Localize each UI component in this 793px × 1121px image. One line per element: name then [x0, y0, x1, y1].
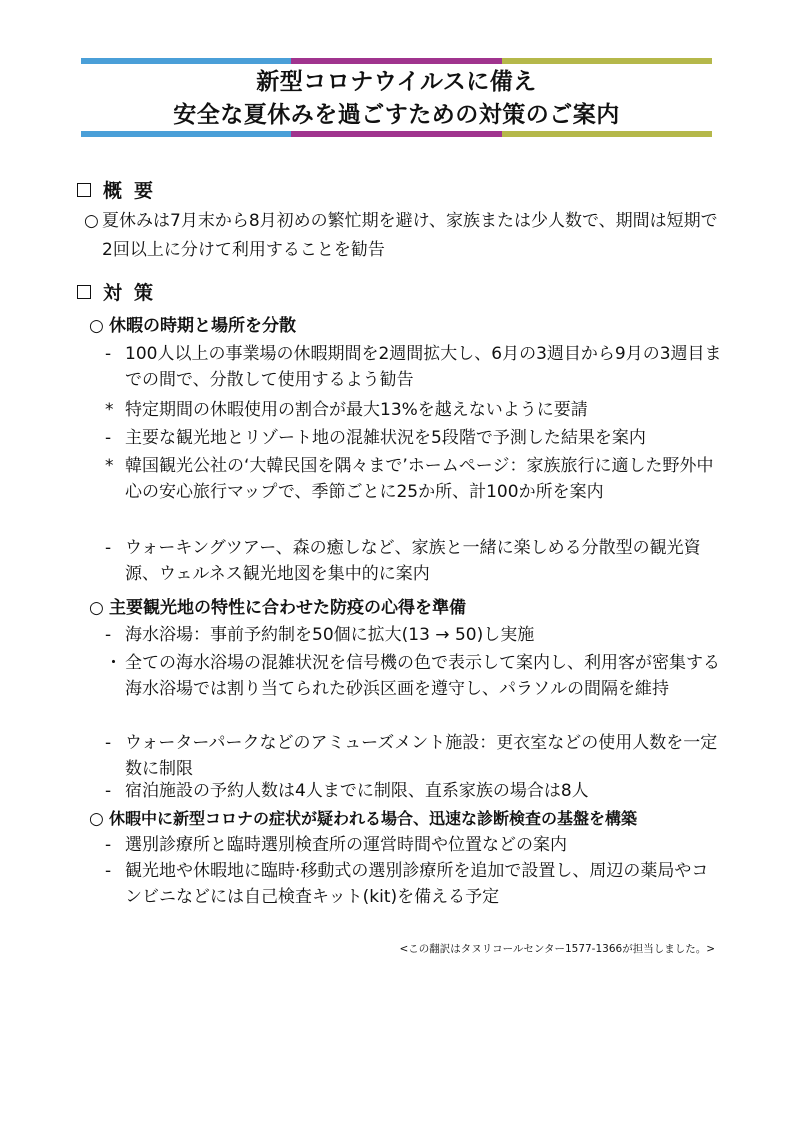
title-bottom-color-bar	[81, 131, 712, 137]
dash-bullet: -	[105, 428, 112, 448]
dash-bullet: -	[105, 625, 112, 645]
group-title-text: 主要観光地の特性に合わせた防疫の心得を準備	[109, 598, 466, 618]
title-line-2: 安全な夏休みを過ごすための対策のご案内	[173, 102, 620, 128]
measure-group-title	[89, 806, 637, 832]
list-item-text: 韓国観光公社の‘大韓民国を隅々まで’ホームページ：家族旅行に適した野外中心の安心旅行マップで、季節ごとに25か所、計100か所を案内	[125, 456, 714, 502]
asterisk-bullet: *	[105, 400, 114, 420]
translation-credit-note: <この翻訳はタヌリコールセンター1577-1366が担当しました。>	[399, 943, 715, 955]
list-item-text: ウォーキングツアー、森の癒しなど、家族と一緒に楽しめる分散型の観光資源、ウェルネス観光地図を集中的に案内	[125, 538, 701, 584]
measure-group-title	[89, 595, 466, 621]
list-item-text: 全ての海水浴場の混雑状況を信号機の色で表示して案内し、利用客が密集する海水浴場では割り当てられた砂浜区画を遵守し、パラソルの間隔を維持	[125, 653, 720, 699]
list-item	[105, 397, 725, 423]
circle-bullet-icon: ○	[89, 316, 104, 336]
list-item-text: 海水浴場：事前予約制を50個に拡大(13 → 50)し実施	[125, 625, 535, 645]
bar-segment-olive	[502, 58, 712, 64]
dash-bullet: -	[105, 835, 112, 855]
circle-bullet-icon: ○	[84, 211, 99, 231]
overview-paragraph	[84, 207, 724, 265]
checkbox-square-icon	[77, 183, 91, 197]
dash-bullet: -	[105, 344, 112, 364]
overview-heading-text: 概要	[103, 180, 166, 202]
list-item-text: 特定期間の休暇使用の割合が最大13%を越えないように要請	[125, 400, 588, 420]
measures-heading	[77, 278, 165, 305]
dash-bullet: -	[105, 781, 112, 801]
list-item	[105, 832, 725, 858]
bar-segment-purple	[291, 58, 501, 64]
measures-heading-text: 対策	[103, 282, 166, 304]
title-top-color-bar	[81, 58, 712, 64]
list-item	[105, 341, 725, 393]
list-item-text: 主要な観光地とリゾート地の混雑状況を5段階で予測した結果を案内	[125, 428, 646, 448]
title-line-1: 新型コロナウイルスに備え	[256, 69, 537, 95]
overview-heading	[77, 176, 165, 203]
list-item-text: 観光地や休暇地に臨時·移動式の選別診療所を追加で設置し、周辺の薬局やコンビニなどには自己検査キット(kit)を備える予定	[125, 861, 709, 907]
bar-segment-purple	[291, 131, 501, 137]
bar-segment-blue	[81, 131, 291, 137]
list-item	[105, 730, 725, 782]
asterisk-bullet: *	[105, 456, 114, 476]
group-title-text: 休暇の時期と場所を分散	[109, 316, 296, 336]
measure-group-title	[89, 313, 296, 339]
dash-bullet: -	[105, 861, 112, 881]
overview-text: 夏休みは7月末から8月初めの繁忙期を避け、家族または少人数で、期間は短期で2回以上に分けて利用することを勧告	[102, 211, 718, 260]
list-item	[105, 778, 725, 804]
dot-bullet: ・	[105, 653, 122, 673]
list-item	[105, 535, 725, 587]
list-item-text: ウォーターパークなどのアミューズメント施設：更衣室などの使用人数を一定数に制限	[125, 733, 718, 779]
dash-bullet: -	[105, 538, 112, 558]
bar-segment-olive	[502, 131, 712, 137]
list-item	[105, 858, 725, 910]
list-item	[105, 622, 725, 648]
list-item	[105, 650, 725, 702]
list-item-text: 選別診療所と臨時選別検査所の運営時間や位置などの案内	[125, 835, 567, 855]
list-item-text: 宿泊施設の予約人数は4人までに制限、直系家族の場合は8人	[125, 781, 589, 801]
dash-bullet: -	[105, 733, 112, 753]
page-title	[81, 66, 712, 132]
list-item	[105, 453, 725, 505]
circle-bullet-icon: ○	[89, 809, 104, 829]
group-title-text: 休暇中に新型コロナの症状が疑われる場合、迅速な診断検査の基盤を構築	[109, 809, 638, 828]
list-item	[105, 425, 725, 451]
circle-bullet-icon: ○	[89, 598, 104, 618]
checkbox-square-icon	[77, 285, 91, 299]
bar-segment-blue	[81, 58, 291, 64]
list-item-text: 100人以上の事業場の休暇期間を2週間拡大し、6月の3週目から9月の3週目までの間で、分散して使用するよう勧告	[125, 344, 722, 390]
